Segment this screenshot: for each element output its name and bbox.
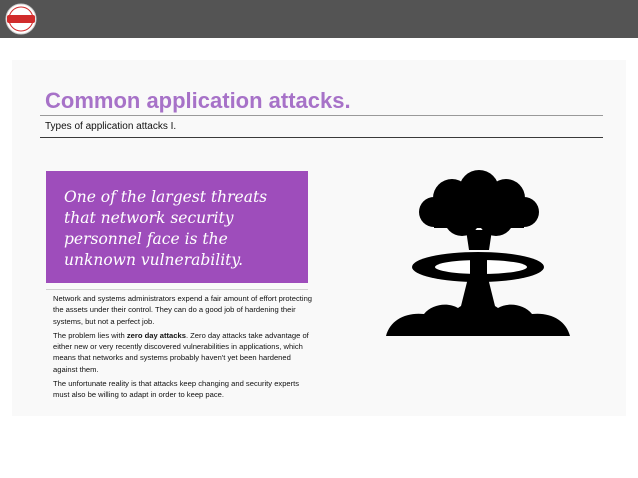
slide-subtitle: Types of application attacks I. <box>45 121 177 132</box>
title-divider <box>40 115 603 116</box>
paragraph-3: The unfortunate reality is that attacks keep changing and security experts must also be willing to adapt in order to keep pace. <box>53 379 300 400</box>
quote-line: personnel face is the <box>64 230 228 248</box>
paragraph-2-end: . Zero day attacks take advantage of either new or very recently discovered vulnerabilities in applications, which means that networks and systems probably haven't yet been hardened against them. <box>53 330 309 374</box>
subtitle-divider <box>40 137 603 138</box>
quote-line: One of the largest threats <box>64 188 268 206</box>
comptia-security-logo <box>4 3 38 35</box>
quote-underline <box>46 289 308 290</box>
quote-line: that network security <box>64 209 234 227</box>
paragraph-2 <box>53 330 313 375</box>
quote-callout <box>46 171 308 283</box>
mushroom-cloud-icon <box>384 168 574 336</box>
paragraph-1: Network and systems administrators expend a fair amount of effort protecting the assets under their control. They can do a good job of hardening their systems, but not a perfect job. <box>53 294 313 326</box>
paragraph-2-start: The problem lies with <box>53 330 127 340</box>
quote-line: unknown vulnerability. <box>64 251 243 269</box>
top-bar <box>0 0 638 38</box>
slide-title: Common application attacks. <box>45 88 351 113</box>
body-text <box>53 293 313 404</box>
quote-text <box>64 187 300 271</box>
zero-day-attacks-term: zero day attacks <box>126 330 186 340</box>
